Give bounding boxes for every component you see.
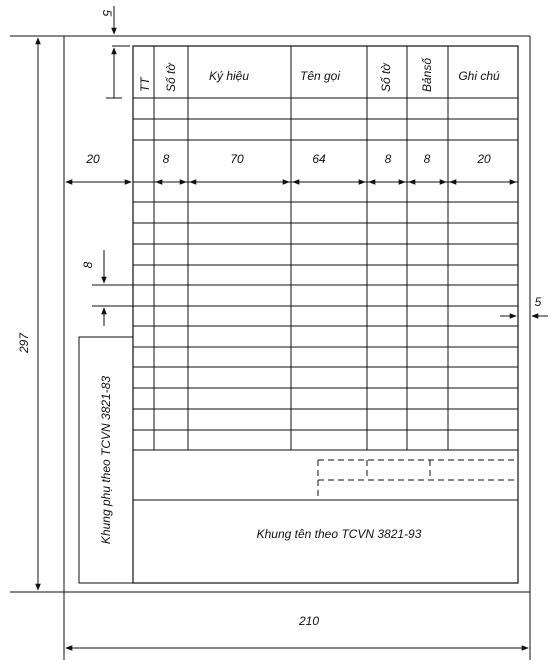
- header-ban-so: Bảnsố: [420, 57, 434, 92]
- dim-right-gap: 5: [534, 295, 542, 309]
- inner-frame: [133, 46, 518, 583]
- dim-sheet-height: 297: [17, 332, 31, 354]
- dim-ky-hieu: 70: [230, 152, 244, 166]
- dim-so-to-2: 8: [384, 152, 392, 166]
- top-gap-dimension: [106, 6, 130, 98]
- table-grid: [133, 46, 518, 500]
- sheet-outline: [10, 36, 530, 660]
- dashed-boxes: [318, 460, 518, 500]
- dim-row-height: 8: [81, 261, 95, 269]
- dim-top-gap: 5: [100, 9, 114, 17]
- dim-ghi-chu: 20: [477, 152, 491, 166]
- dim-ten-goi: 64: [312, 152, 326, 166]
- dim-so-to-1: 8: [162, 152, 170, 166]
- dim-ban-so: 8: [423, 152, 431, 166]
- header-ky-hieu: Ký hiệu: [208, 69, 250, 83]
- header-ghi-chu: Ghi chú: [458, 69, 500, 83]
- dim-sheet-width: 210: [298, 614, 320, 628]
- header-ten-goi: Tên gọi: [299, 69, 341, 83]
- side-frame-label: Khung phụ theo TCVN 3821-83: [99, 375, 113, 545]
- header-so-to-1: Số tờ: [164, 63, 178, 92]
- header-so-to-2: Số tờ: [379, 63, 393, 92]
- dim-left-margin: 20: [86, 152, 100, 166]
- header-tt: TT: [138, 77, 152, 92]
- row-height-dimension: [92, 250, 133, 326]
- title-frame-label: Khung tên theo TCVN 3821-93: [256, 527, 422, 541]
